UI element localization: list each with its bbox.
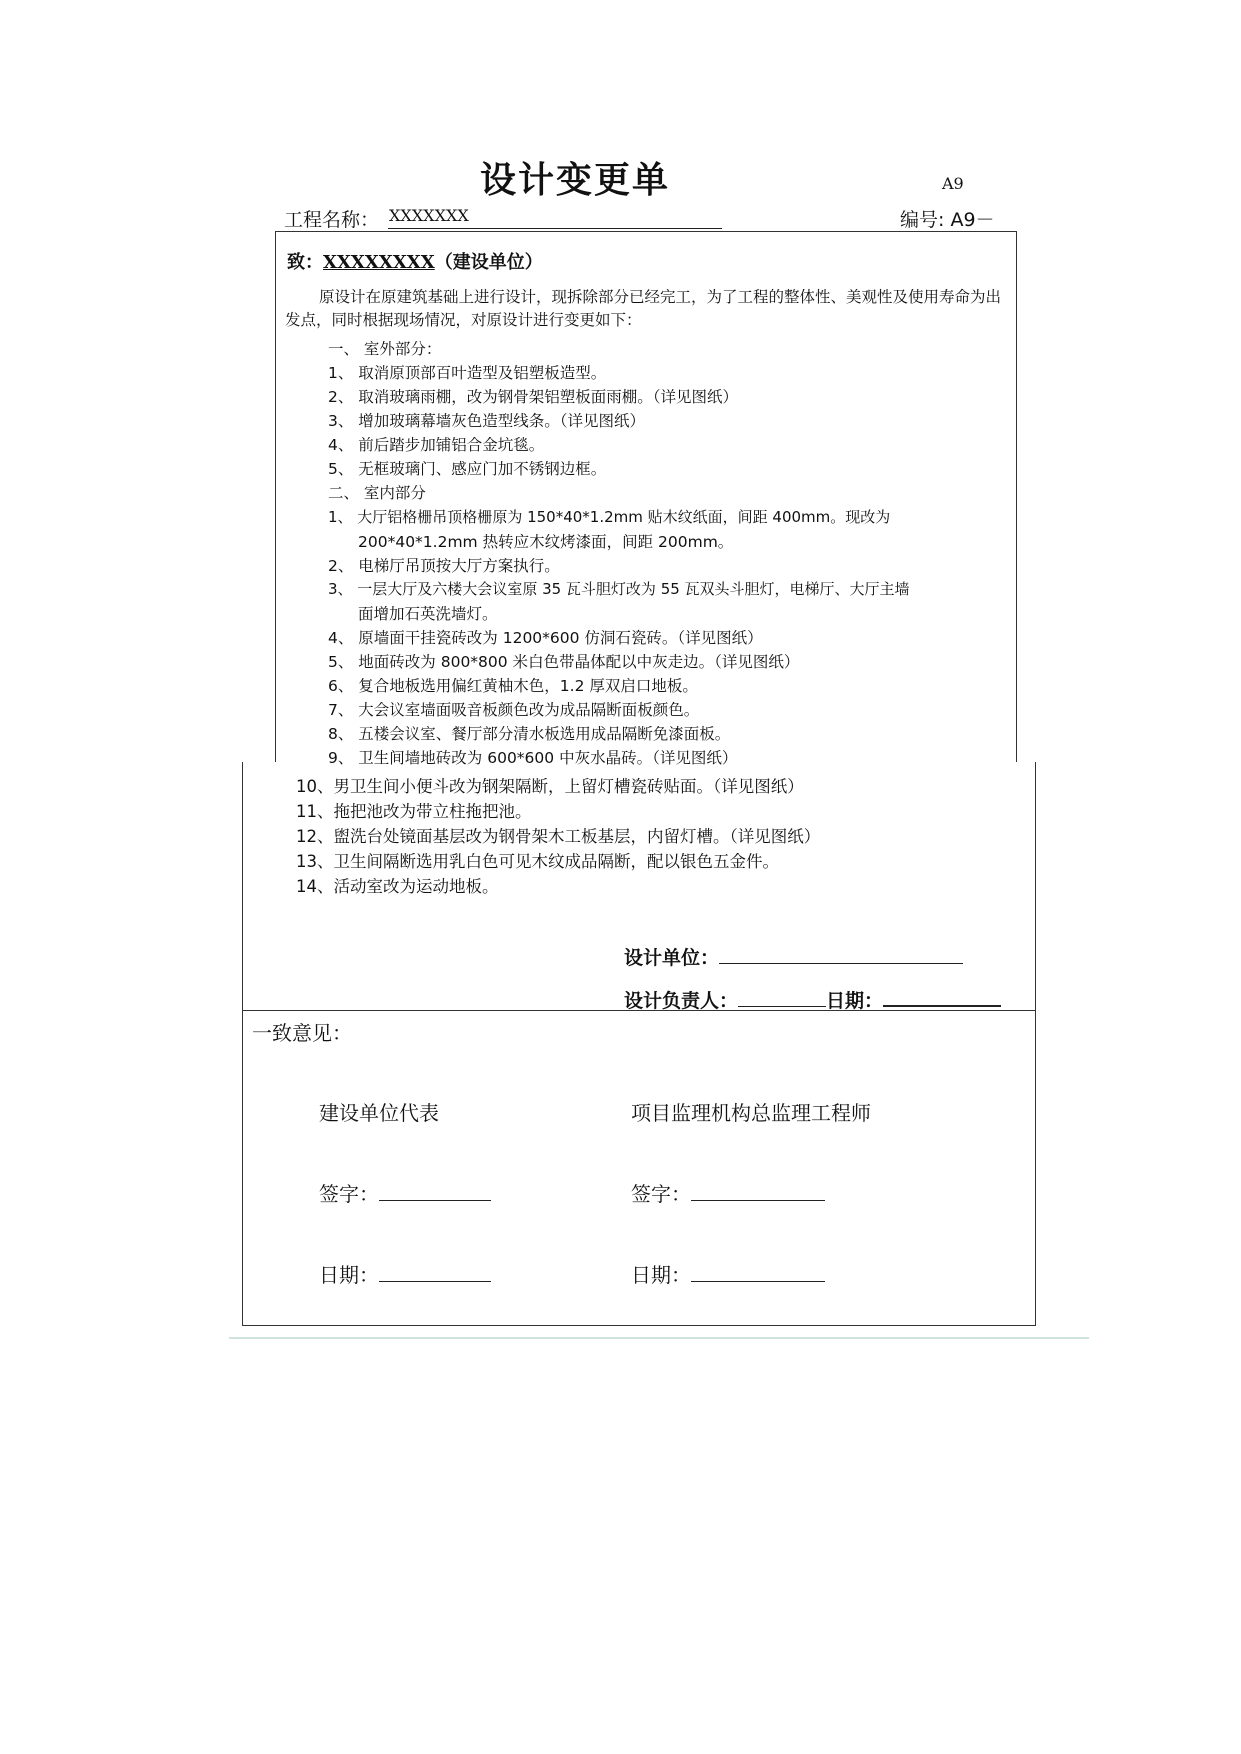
opinion-label: 一致意见： <box>252 1021 352 1045</box>
design-lead-label: 设计负责人： <box>624 990 739 1012</box>
list-item-continuation: 面增加石英洗墙灯。 <box>358 605 498 623</box>
list-item: 2、 取消玻璃雨棚，改为钢骨架铝塑板面雨棚。（详见图纸） <box>328 388 739 406</box>
design-unit-label: 设计单位： <box>624 947 720 969</box>
section-heading-exterior: 一、 室外部分： <box>328 340 442 358</box>
owner-rep-title: 建设单位代表 <box>319 1101 439 1125</box>
supervisor-title: 项目监理机构总监理工程师 <box>631 1101 871 1125</box>
form-code: A9 <box>942 174 964 193</box>
list-item: 8、 五楼会议室、餐厅部分清水板选用成品隔断免漆面板。 <box>328 725 731 743</box>
section-heading-interior: 二、 室内部分 <box>328 484 426 502</box>
list-item: 9、 卫生间墙地砖改为 600*600 中灰水晶砖。（详见图纸） <box>328 749 738 767</box>
design-unit-blank[interactable] <box>719 945 963 964</box>
owner-sign-blank[interactable] <box>379 1182 491 1201</box>
list-item: 5、 无框玻璃门、感应门加不锈钢边框。 <box>328 460 607 478</box>
list-item: 7、 大会议室墙面吸音板颜色改为成品隔断面板颜色。 <box>328 701 700 719</box>
supervisor-sign-label: 签字： <box>631 1182 691 1206</box>
serial-number: 编号: A9－ <box>900 209 995 231</box>
list-item: 13、卫生间隔断选用乳白色可见木纹成品隔断，配以银色五金件。 <box>296 852 779 871</box>
page-rule <box>229 1337 1089 1339</box>
supervisor-sign-field <box>631 1178 825 1207</box>
list-item: 4、 原墙面干挂瓷砖改为 1200*600 仿洞石瓷砖。（详见图纸） <box>328 629 763 647</box>
supervisor-date-label: 日期： <box>631 1263 691 1287</box>
owner-date-label: 日期： <box>319 1263 379 1287</box>
list-item: 12、盥洗台处镜面基层改为钢骨架木工板基层，内留灯槽。（详见图纸） <box>296 827 821 846</box>
list-item: 1、 取消原顶部百叶造型及铝塑板造型。 <box>328 364 607 382</box>
list-item: 11、拖把池改为带立柱拖把池。 <box>296 802 532 821</box>
supervisor-date-blank[interactable] <box>691 1263 825 1282</box>
owner-date-blank[interactable] <box>379 1263 491 1282</box>
addressee-prefix: 致： <box>287 252 323 273</box>
design-lead-field <box>624 986 1001 1013</box>
design-unit-field <box>624 943 963 970</box>
owner-sign-label: 签字： <box>319 1182 379 1206</box>
list-item: 5、 地面砖改为 800*800 米白色带晶体配以中灰走边。（详见图纸） <box>328 653 800 671</box>
list-item: 10、男卫生间小便斗改为钢架隔断，上留灯槽瓷砖贴面。（详见图纸） <box>296 777 804 796</box>
design-date-label: 日期： <box>826 990 884 1012</box>
supervisor-date-field <box>631 1259 825 1288</box>
addressee-suffix: （建设单位） <box>434 252 543 273</box>
addressee-line <box>287 248 543 274</box>
list-item: 2、 电梯厅吊顶按大厅方案执行。 <box>328 557 560 575</box>
project-name-value: XXXXXXX <box>389 206 469 225</box>
list-item: 3、 增加玻璃幕墙灰色造型线条。（详见图纸） <box>328 412 646 430</box>
design-date-blank[interactable] <box>883 987 1001 1007</box>
list-item: 14、活动室改为运动地板。 <box>296 877 499 896</box>
document-title: 设计变更单 <box>480 160 671 201</box>
design-lead-blank[interactable] <box>738 988 826 1007</box>
list-item: 6、 复合地板选用偏红黄柚木色，1.2 厚双启口地板。 <box>328 677 698 695</box>
list-item: 4、 前后踏步加铺铝合金坑毯。 <box>328 436 545 454</box>
addressee-name: XXXXXXXX <box>323 252 435 273</box>
list-item: 1、 大厅铝格栅吊顶格栅原为 150*40*1.2mm 贴木纹纸面，间距 400mm。现改为 <box>328 508 891 526</box>
project-name-label: 工程名称： <box>284 209 380 231</box>
supervisor-sign-blank[interactable] <box>691 1182 825 1201</box>
list-item-continuation: 200*40*1.2mm 热转应木纹烤漆面，间距 200mm。 <box>358 533 734 551</box>
list-item: 3、 一层大厅及六楼大会议室原 35 瓦斗胆灯改为 55 瓦双头斗胆灯，电梯厅、大厅主墙 <box>328 580 910 598</box>
project-name-underline <box>388 228 722 229</box>
owner-date-field <box>319 1259 491 1288</box>
intro-paragraph: 原设计在原建筑基础上进行设计，现拆除部分已经完工，为了工程的整体性、美观性及使用寿命为出发点，同时根据现场情况，对原设计进行变更如下： <box>285 288 1002 329</box>
owner-sign-field <box>319 1178 491 1207</box>
